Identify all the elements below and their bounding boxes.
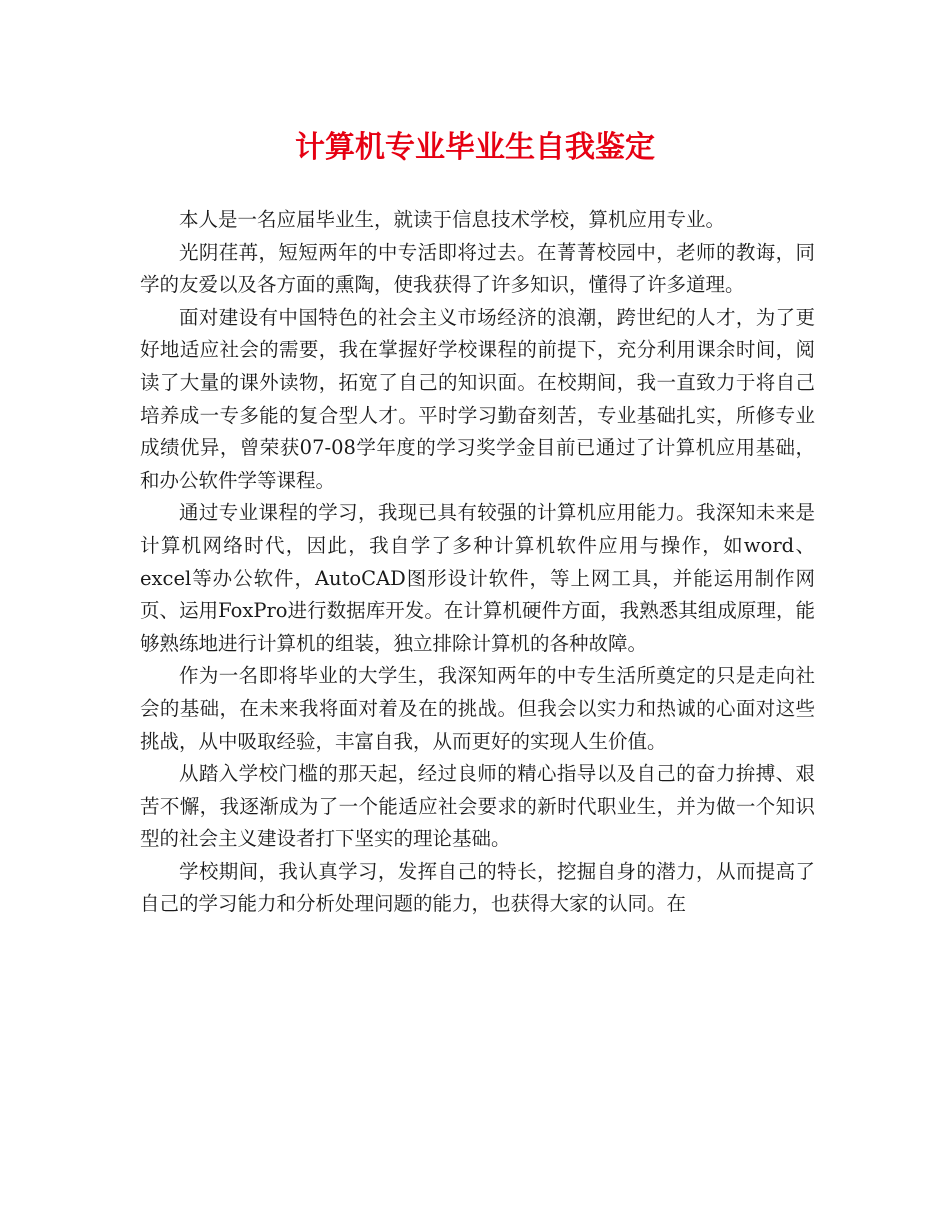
paragraph-school-period: 学校期间，我认真学习，发挥自己的特长，挖掘自身的潜力，从而提高了自己的学习能力和分析处理问题的能力，也获得大家的认同。在 (140, 859, 815, 916)
document-body (140, 204, 815, 921)
paragraph-growth: 从踏入学校门槛的那天起，经过良师的精心指导以及自己的奋力拚搏、艰苦不懈，我逐渐成为了一个能适应社会要求的新时代职业生，并为做一个知识型的社会主义建设者打下坚实的理论基础。 (140, 762, 815, 851)
paragraph-computer-skills: 通过专业课程的学习，我现已具有较强的计算机应用能力。我深知未来是计算机网络时代，因此，我自学了多种计算机软件应用与操作，如word、excel等办公软件，AutoCAD图形设计软件，等上网工具，并能运用制作网页、运用FoxPro进行数据库开发。在计算机硬件方面，我熟悉其组成原理，能够熟练地进行计算机的组装，独立排除计算机的各种故障。 (140, 501, 815, 655)
paragraph-campus-life: 光阴荏苒，短短两年的中专活即将过去。在菁菁校园中，老师的教诲，同学的友爱以及各方面的熏陶，使我获得了许多知识，懂得了许多道理。 (140, 240, 815, 297)
paragraph-study: 面对建设有中国特色的社会主义市场经济的浪潮，跨世纪的人才，为了更好地适应社会的需要，我在掌握好学校课程的前提下，充分利用课余时间，阅读了大量的课外读物，拓宽了自己的知识面。在校期间，我一直致力于将自己培养成一专多能的复合型人才。平时学习勤奋刻苦，专业基础扎实，所修专业成绩优异，曾荣获07-08学年度的学习奖学金目前已通过了计算机应用基础，和办公软件学等课程。 (140, 305, 815, 492)
paragraph-intro: 本人是一名应届毕业生，就读于信息技术学校，算机应用专业。 (179, 208, 726, 231)
document-title: 计算机专业毕业生自我鉴定 (295, 130, 655, 165)
paragraph-future: 作为一名即将毕业的大学生，我深知两年的中专生活所奠定的只是走向社会的基础，在未来我将面对着及在的挑战。但我会以实力和热诚的心面对这些挑战，从中吸取经验，丰富自我，从而更好的实现人生价值。 (140, 664, 815, 753)
